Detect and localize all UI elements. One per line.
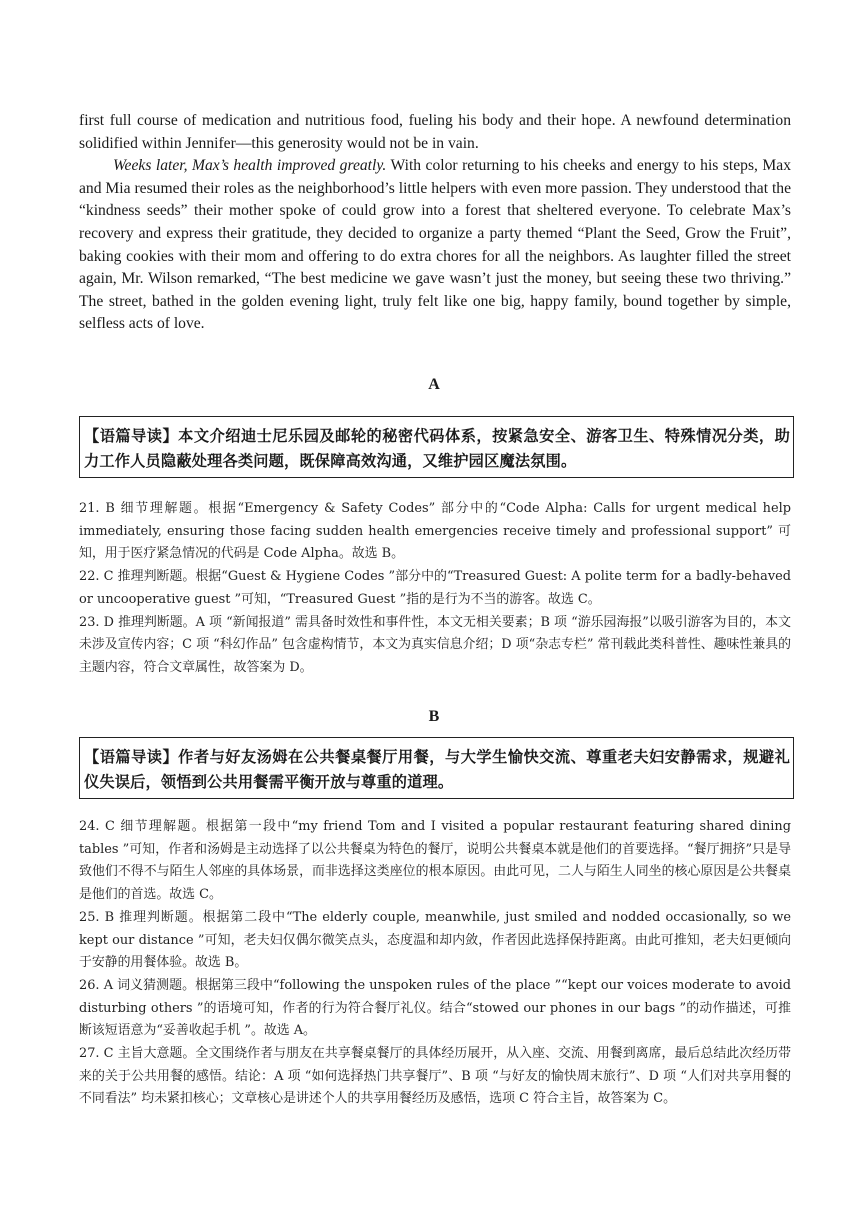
- story-paragraph-2: [79, 155, 791, 336]
- section-a-heading: A: [428, 376, 440, 393]
- answer-23: 23. D 推理判断题。A 项 “新闻报道” 需具备时效性和事件性，本文无相关要素；B 项 “游乐园海报”以吸引游客为目的，本文未涉及宣传内容；C 项 “科幻作品” 包含虚构情节，本文为真实信息介绍；D 项“杂志专栏” 常刊载此类科普性、趣味性兼具的主题内容，符合文章属性，故答案为 D。: [79, 614, 791, 675]
- story-text: [79, 110, 791, 336]
- answer-27: 27. C 主旨大意题。全文围绕作者与朋友在共享餐桌餐厅的具体经历展开，从入座、交流、用餐到离席，最后总结此次经历带来的关于公共用餐的感悟。结论：A 项 “如何选择热门共享餐厅”、B 项 “与好友的愉快周末旅行”、D 项 “人们对共享用餐的不同看法” 均未紧扣核心；文章核心是讲述个人的共享用餐经历及感悟，选项 C 符合主旨，故答案为 C。: [79, 1046, 791, 1107]
- answer-21: 21. B 细节理解题。根据“Emergency & Safety Codes” 部分中的“Code Alpha: Calls for urgent medical help immediately, ensuring those facing sudden health emergencies receive timely and professional support” 可知，用于医疗紧急情况的代码是 Code Alpha。故选 B。: [79, 501, 791, 562]
- answer-24: 24. C 细节理解题。根据第一段中“my friend Tom and I visited a popular restaurant featuring shared dining tables ”可知，作者和汤姆是主动选择了以公共餐桌为特色的餐厅，说明公共餐桌本就是他们的首要选择。“餐厅拥挤”只是导致他们不得不与陌生人邻座的具体场景，而非选择这类座位的根本原因。由此可见，二人与陌生人同坐的核心原因是公共餐桌是他们的首选。故选 C。: [79, 819, 791, 903]
- answer-26: 26. A 词义猜测题。根据第三段中“following the unspoken rules of the place ”“kept our voices moderate to avoid disturbing others ”的语境可知，作者的行为符合餐厅礼仪。结合“stowed our phones in our bags ”的动作描述，可推断该短语意为“妥善收起手机 ”。故选 A。: [79, 977, 791, 1039]
- section-b-guide-box: 【语篇导读】作者与好友汤姆在公共餐桌餐厅用餐，与大学生愉快交流、尊重老夫妇安静需求，规避礼仪失误后，领悟到公共用餐需平衡开放与尊重的道理。: [79, 737, 794, 799]
- section-b-answers: [79, 816, 791, 1111]
- section-a-answers: [79, 498, 791, 680]
- answer-22: 22. C 推理判断题。根据“Guest & Hygiene Codes ”部分中的“Treasured Guest: A polite term for a badly-behaved or uncooperative guest ”可知，“Treasured Guest ”指的是行为不当的游客。故选 C。: [79, 569, 791, 607]
- story-paragraph-1: first full course of medication and nutritious food, fueling his body and their hope. A newfound determination solidified within Jennifer—this generosity would not be in vain.: [79, 112, 791, 152]
- section-a-guide-box: 【语篇导读】本文介绍迪士尼乐园及邮轮的秘密代码体系，按紧急安全、游客卫生、特殊情况分类，助力工作人员隐蔽处理各类问题，既保障高效沟通，又维护园区魔法氛围。: [79, 416, 794, 478]
- section-b-heading: B: [428, 708, 440, 725]
- story-paragraph-2-body: With color returning to his cheeks and energy to his steps, Max and Mia resumed their roles as the neighborhood’s little helpers with even more passion. They understood that the “kindness seeds” their mother spoke of could grow into a forest that sheltered everyone. To celebrate Max’s recovery and express their gratitude, they decided to organize a party themed “Plant the Seed, Grow the Fruit”, baking cookies with their mom and offering to do extra chores for all the neighbors. As laughter filled the street again, Mr. Wilson remarked, “The best medicine we gave wasn’t just the money, but seeing these two thriving.” The street, bathed in the golden evening light, truly felt like one big, happy family, bound together by simple, selfless acts of love.: [79, 157, 791, 333]
- story-paragraph-2-italic: Weeks later, Max’s health improved greatly.: [113, 157, 387, 175]
- answer-25: 25. B 推理判断题。根据第二段中“The elderly couple, meanwhile, just smiled and nodded occasionally, so we kept our distance ”可知，老夫妇仅偶尔微笑点头，态度温和却内敛，作者因此选择保持距离。由此可推知，老夫妇更倾向于安静的用餐体验。故选 B。: [79, 909, 791, 971]
